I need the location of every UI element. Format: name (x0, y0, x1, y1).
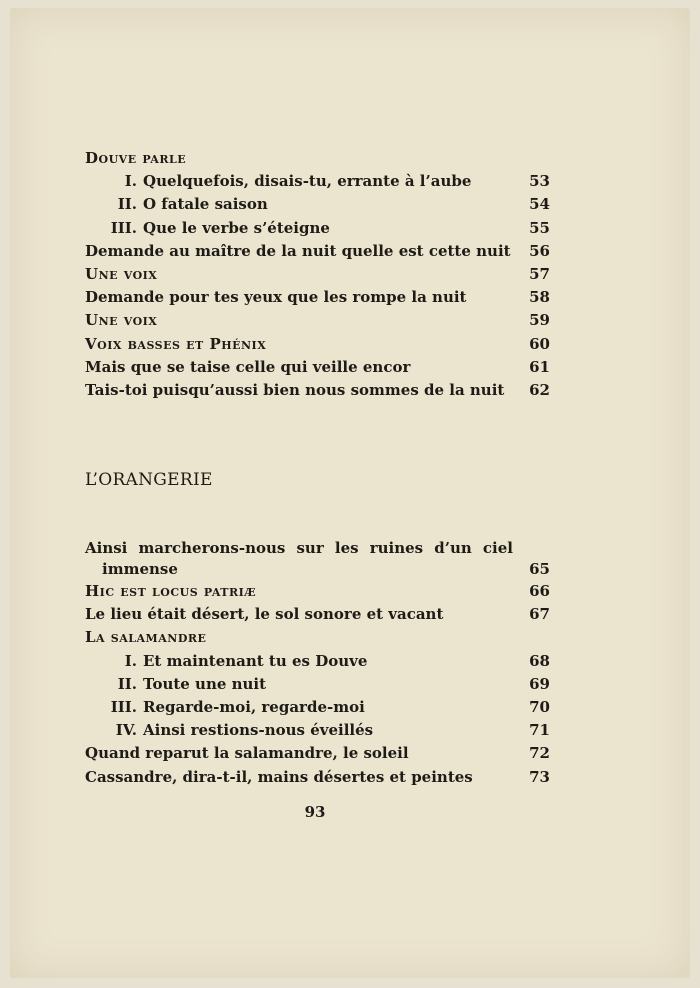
toc-entry-page: 73 (529, 767, 550, 786)
toc-entry (85, 217, 550, 240)
toc-entry-title: O fatale saison (143, 195, 268, 214)
toc-entry (85, 538, 550, 580)
toc-entry (85, 626, 550, 649)
toc-entry-roman: I. (124, 651, 137, 670)
toc-entry-roman: I. (124, 172, 137, 191)
toc-entry (85, 766, 550, 789)
toc-entry-title: Et maintenant tu es Douve (143, 651, 368, 670)
toc-entry-title-line2: immense (102, 560, 178, 578)
toc-entry-page: 68 (529, 651, 550, 670)
toc-entry (85, 286, 550, 309)
toc-entry-page: 71 (529, 721, 550, 740)
toc-entry-roman: III. (110, 218, 137, 237)
toc-entry-page: 69 (529, 674, 550, 693)
toc-entry-title: Mais que se taise celle qui veille encor (85, 357, 411, 376)
toc-entry-title: Voix basses et Phénix (85, 334, 267, 353)
toc-entry-title: Regarde-moi, regarde-moi (143, 697, 365, 716)
toc-entry (85, 650, 550, 673)
toc-entry (85, 170, 550, 193)
toc-entry-title: Une voix (85, 311, 158, 330)
toc-entry-page: 62 (529, 380, 550, 399)
toc-entry-page: 60 (529, 334, 550, 353)
toc-entry-page: 58 (529, 288, 550, 307)
toc-entry (85, 240, 550, 263)
toc-entry-page: 59 (529, 311, 550, 330)
toc-entry-page: 53 (529, 172, 550, 191)
toc-entry-roman: II. (117, 674, 137, 693)
toc-entry (85, 356, 550, 379)
toc-entry (85, 696, 550, 719)
toc-entry-title: Une voix (85, 264, 158, 283)
toc-entry (85, 147, 550, 170)
toc-entry-title: Douve parle (85, 149, 187, 167)
toc-entry-title-line1: Ainsi marcherons-nous sur les ruines d’un ciel (85, 539, 513, 557)
toc-entry-page: 67 (529, 605, 550, 624)
toc-entry-page: 61 (529, 357, 550, 376)
toc-entry-title: Ainsi restions-nous éveillés (143, 721, 374, 740)
toc-entry-page: 54 (529, 195, 550, 214)
toc-entry-page: 55 (529, 218, 550, 237)
toc-entry-title: Quand reparut la salamandre, le soleil (85, 744, 409, 763)
toc-entry-page: 66 (529, 582, 550, 600)
toc-entry (85, 193, 550, 216)
toc-entry (85, 742, 550, 765)
toc-entry (85, 263, 550, 286)
toc-entry-title: Le lieu était désert, le sol sonore et vacant (85, 605, 444, 624)
toc-entry-title: Hic est locus patriæ (85, 582, 257, 600)
toc-entry-title: Tais-toi puisqu’aussi bien nous sommes de la nuit (85, 380, 505, 399)
toc-entry-page: 70 (529, 697, 550, 716)
toc-entry (85, 719, 550, 742)
toc-entry-page: 65 (529, 560, 550, 578)
toc-entry-title: Cassandre, dira-t-il, mains désertes et peintes (85, 767, 473, 786)
page-sheet (10, 8, 690, 978)
toc-entry-title: La salamandre (85, 628, 207, 647)
toc-entry-roman: III. (110, 697, 137, 716)
section-heading-orangerie: L’ORANGERIE (85, 470, 213, 490)
toc-entry (85, 673, 550, 696)
toc-entry (85, 333, 550, 356)
toc-section-orangerie (85, 538, 550, 789)
toc-entry (85, 309, 550, 332)
toc-entry (85, 379, 550, 402)
toc-entry-title: Toute une nuit (143, 674, 267, 693)
toc-entry-page: 57 (529, 264, 550, 283)
toc-entry-page: 72 (529, 744, 550, 763)
toc-entry-title: Quelquefois, disais-tu, errante à l’aube (143, 172, 472, 191)
toc-section-douve-parle (85, 147, 550, 402)
toc-entry-title: Demande pour tes yeux que les rompe la nuit (85, 288, 467, 307)
toc-entry-roman: II. (117, 195, 137, 214)
toc-entry-title: Que le verbe s’éteigne (143, 218, 330, 237)
page-number: 93 (304, 803, 326, 821)
toc-entry-page: 56 (529, 241, 550, 260)
toc-entry-roman: IV. (115, 721, 137, 740)
toc-entry-title: Demande au maître de la nuit quelle est cette nuit (85, 241, 511, 260)
toc-entry (85, 580, 550, 603)
toc-entry (85, 603, 550, 626)
